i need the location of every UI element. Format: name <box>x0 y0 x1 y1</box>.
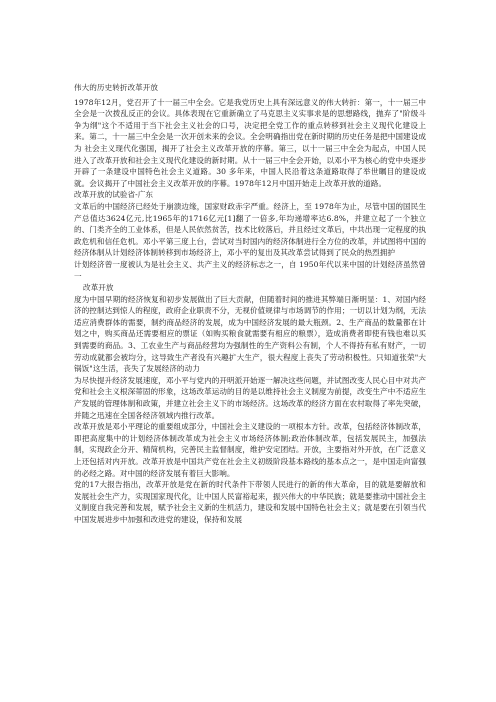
document-title: 伟大的历史转折改革开放 <box>74 83 159 92</box>
document-body <box>74 82 426 526</box>
section-heading-reform: 改革开放 <box>83 283 114 293</box>
paragraph-deng-reform: 为尽快提升经济发展速度，邓小平与党内的开明派开始逐一解决这些问题，并试图改变人民心目中对共产党和社会主义根深蒂固的形象，这场改革运动的目的是以维持社会主义制度为前提，改变生产中不适应生产发展的管理体制和政策，并建立社会主义下的市场经济。这场改革的经济方面在农村取得了率先突破，并随之迅速在全国各经济领域内推行改革。 <box>74 375 426 420</box>
paragraph-reform-definition: 改革开放是邓小平理论的重要组成部分，中国社会主义建设的一项根本方针。改革，包括经济体制改革，即把高度集中的计划经济体制改革成为社会主义市场经济体制;政治体制改革，包括发展民主，加强法制，实现政企分开、精简机构，完善民主监督制度，维护安定团结。开放，主要指对外开放，在广泛意义上还包括对内开放。改革开放是中国共产党在社会主义初级阶段基本路线的基本点之一，是中国走向富强的必经之路。对中国的经济发展有着巨大影响。 <box>74 422 426 478</box>
paragraph-planned-economy-drawbacks: 度为中国早期的经济恢复和初步发展做出了巨大贡献，但随着时间的推进其弊端日渐明显：1、对国内经济的控制达到惊人的程度，政府企业职责不分，无视价值规律与市场调节的作用；一切以计划为纲，无法适应消费群体的需要，制约商品经济的发展，成为中国经济发展的最大瓶颈。2、生产商品的数量都在计划之中，购买商品还需要相应的票证（如购买粮食就需要有相应的粮票），造成消费者即使有钱也难以买到需要的商品。3、工农业生产与商品经营均为强制性的生产资料公有制，个人不得持有私有财产，一切劳动成就都会被均分，这导致生产者没有兴趣扩大生产，很大程度上丧失了劳动积极性。只知道张荣"大锅饭"这生活，丧失了发展经济的动力 <box>74 294 426 374</box>
paragraph-post-cultural-revolution: 文革后的中国经济已经处于崩溃边缘，国家财政赤字严重。经济上，至 1978年为止，尽管中国的国民生产总值达3624亿元,比1965年的1716亿元[1]翻了一倍多,年均递增率达6.8%，并建立起了一个独立的、门类齐全的工业体系，但是人民依然贫苦，技术比较落后，并且经过文革后，中共出现一定程度的执政危机和信任危机。邓小平第三度上台，尝试对当时国内的经济体制进行全方位的改革，并试图将中国的经济体制从计划经济体制转移到市场经济上，邓小平的复出及其改革尝试得到了民众的热烈拥护 <box>74 201 426 258</box>
paragraph-planned-economy: 计划经济曾一度被认为是社会主义、共产主义的经济标志之一，自 1950年代以来中国的计划经济虽然曾一 <box>74 259 426 281</box>
paragraph-third-plenum: 1978年12月，党召开了十一届三中全会。它是我党历史上具有深远意义的伟大转折：第一，十一届三中全会是一次拨乱反正的会议。具体表现在它重新确立了马克思主义实事求是的思想路线，抛弃了"阶级斗争为纲"这个不适用于当下社会主义社会的口号，决定把全党工作的重点转移到社会主义现代化建设上来。第二，十一届三中全会是一次开创未来的会议。全会明确指出党在新时期的历史任务是把中国建设成为 社会主义现代化强国，揭开了社会主义改革开放的序幕。第三，以十一届三中全会为起点，中国人民进入了改革开放和社会主义现代化建设的新时期。从十一届三中全会开始，以邓小平为核心的党中央逐步开辟了一条建设中国特色社会主义道路。30 多年来，中国人民沿着这条道路取得了举世瞩目的建设成就。会议揭开了中国社会主义改革开放的序幕。1978年12月中国开始走上改革开放的道路。 <box>74 97 426 188</box>
section-heading-guangdong: 改革开放的试验省-广东 <box>74 190 154 200</box>
paragraph-17th-congress: 党的17大报告指出，改革开放是党在新的时代条件下带领人民进行的新的伟大革命，目的就是要解放和发展社会生产力，实现国家现代化，让中国人民富裕起来，振兴伟大的中华民族；就是要推动中国社会主义制度自我完善和发展，赋予社会主义新的生机活力，建设和发展中国特色社会主义；就是要在引领当代中国发展进步中加强和改进党的建设，保持和发展 <box>74 480 426 524</box>
